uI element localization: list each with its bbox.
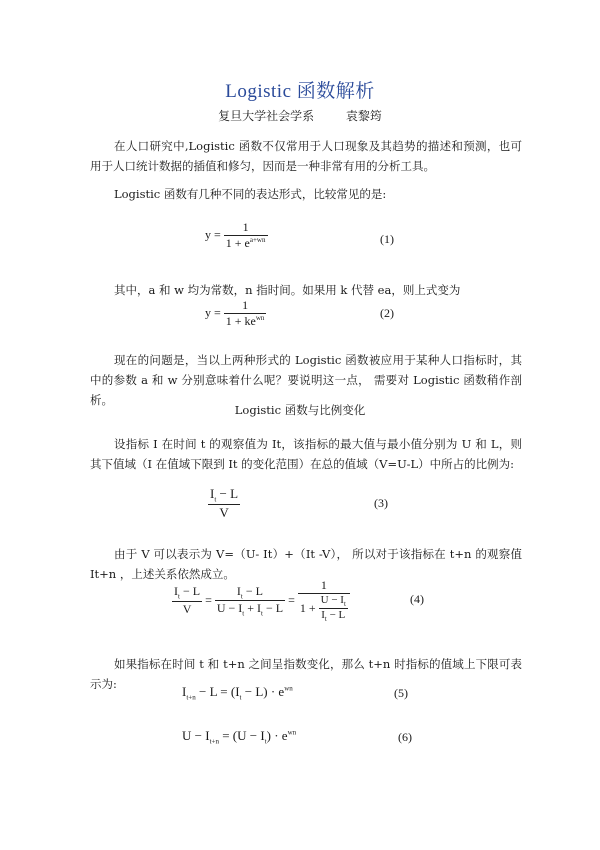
equation-1: y = $\frac{1}{1 + e^{a+wn}}$	[205, 220, 266, 250]
paragraph-constants: 其中，a 和 w 均为常数，n 指时间。如果用 k 代替 ea，则上式变为	[114, 283, 461, 297]
equation-3: $\frac{I_t - L}{V}$	[210, 486, 239, 520]
equation-4: $\frac{I_t - L}{V}$ = $\frac{I_t - L}{U - I_t + I_t - L}$ = 1 1 + $\frac{U - I_t}{I_t - L}$	[172, 578, 350, 623]
section-heading: Logistic 函数与比例变化	[234, 403, 366, 417]
paragraph-range: 由于 V 可以表示为 V=（U- It）+（It -V）， 所以对于该指标在 t+n 的观察值 It+n ，上述关系依然成立。	[90, 547, 522, 581]
equation-6: $U - I_{t+n} = (U - I_t) \cdot e^{wn}$	[182, 728, 297, 746]
equation-1-label: (1)	[380, 232, 394, 246]
equation-5-label: (5)	[394, 686, 408, 700]
equation-2: y = $\frac{1}{1 + ke^{wn}}$	[205, 298, 265, 328]
equation-4-label: (4)	[410, 592, 424, 606]
equation-6-label: (6)	[398, 730, 412, 744]
equation-5: $I_{t+n} - L = (I_t - L) \cdot e^{wn}$	[182, 684, 293, 702]
author-name: 袁黎筠	[345, 109, 382, 123]
paragraph-forms: Logistic 函数有几种不同的表达形式，比较常见的是:	[114, 187, 387, 201]
paragraph-indicator: 设指标 I 在时间 t 的观察值为 It，该指标的最大值与最小值分别为 U 和 L，则其下值域（I 在值域下限到 It 的变化范围）在总的值域（V=U-L）中所占的比例为:	[90, 437, 522, 471]
author-affiliation: 复旦大学社会学系	[218, 109, 315, 123]
equation-3-label: (3)	[374, 496, 388, 510]
paragraph-exponential: 如果指标在时间 t 和 t+n 之间呈指数变化，那么 t+n 时指标的值域上下限可表示为:	[90, 657, 522, 691]
paragraph-question: 现在的问题是，当以上两种形式的 Logistic 函数被应用于某种人口指标时，其中的参数 a 和 w 分别意味着什么呢？要说明这一点， 需要对 Logistic 函数稍作剖析。	[90, 353, 522, 407]
page-title: Logistic 函数解析	[225, 81, 375, 102]
paragraph-intro: 在人口研究中,Logistic 函数不仅常用于人口现象及其趋势的描述和预测，也可用于人口统计数据的插值和修匀，因而是一种非常有用的分析工具。	[90, 139, 522, 173]
equation-2-label: (2)	[380, 306, 394, 320]
author-line	[0, 107, 600, 124]
